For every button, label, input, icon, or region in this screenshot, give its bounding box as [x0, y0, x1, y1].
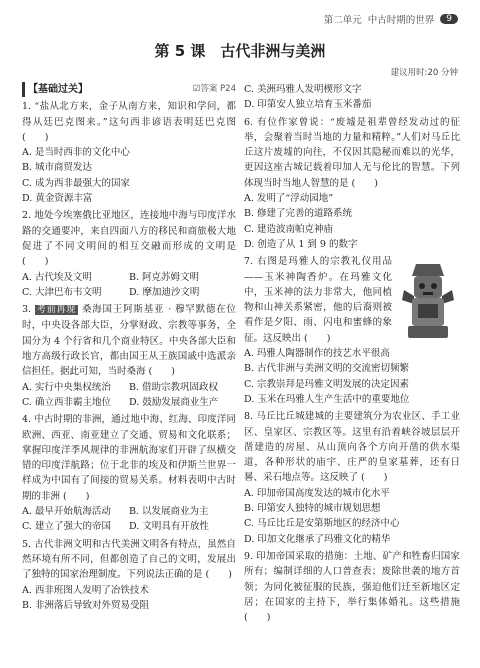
exam-tag: 考前再现 [36, 305, 77, 316]
section-header [22, 82, 236, 97]
check-icon: ☑ [192, 84, 201, 94]
suggested-time: 建议用时:20 分钟 [390, 68, 458, 78]
question-6: 6. 有位作家曾说：“废墟是祖辈曾经发动过的征举，会聚着当时当地的力量和精粹。”人们对马丘比丘这片废墟的向往，不仅因其隐秘而难以的光华，更因这座古城记载着印加人无与伦比的智慧。下列体现当时当地人智慧的是 ( ) A. 发明了“浮动园地” B. 修建了完善的道路系统 C. 建造波南帕克神庙 D. 创造了从 1 到 9 的数字 [244, 116, 460, 250]
maize-god-incense-burner-image [396, 256, 460, 344]
answer-reference: ☑答案 P24 [192, 84, 236, 94]
page-number: 9 [440, 14, 458, 24]
question-5: 5. 古代非洲文明和古代美洲文明各有特点，虽然自然环境有所不同，但都创造了自己的文明，发展出了独特的国家治理制度。下列说法正确的是 ( ) A. 西非班图人发明了冶铁技术 B. 非洲落后导致对外贸易受阻 [22, 538, 236, 611]
question-3: 3. 考前再现 桑海国王阿斯基亚 · 穆罕默德在位时，中央设各部大臣，分掌财政、宗教等事务，全国分为 4 个行省和几个商业特区。中央各部大臣和地方高级行政长官，都由国王从王族国戚中选派亲信担任。据此可知，当时桑海 ( ) A. 实行中央集权统治 B. 借助宗教巩固政权 C. 确立西非霸主地位 D. 鼓励发展商业生产 [22, 304, 236, 408]
page-header [324, 12, 458, 26]
section-title: 【基础过关】 [22, 82, 88, 97]
lesson-title: 第 5 课 古代非洲与美洲 [154, 42, 326, 60]
unit-label: 第二单元 [323, 15, 362, 26]
question-4: 4. 中古时期的非洲，通过地中海、红海、印度洋同欧洲、西亚、南亚建立了交通、贸易和文化联系；掌握印度洋季风规律的非洲航海家们开辟了纵横交错的印度洋航路；位于北非的埃及和伊斯兰世界一样成为中国有了间接的贸易关系。材料表明中古时期的非洲 ( ) A. 最早开始航海活动 B. 以发展商业为主 C. 建立了强大的帝国 D. 文明具有开放性 [22, 414, 236, 533]
question-9: 9. 印加帝国采取的措施：土地、矿产和牲畜归国家所有；编制详细的人口普查表；废除世袭的地方首领；为同化被征服的民族，强迫他们迁至新地区定居；在国家的主持下，举行集体婚礼。这些措施 ( ) [244, 550, 460, 624]
left-column [22, 82, 236, 613]
question-1: 1. “盐从北方来，金子从南方来，知识和学问，都得从廷巴克图来。”这句西非谚语表明廷巴克图 ( ) A. 是当时西非的文化中心 B. 城市商贸发达 C. 成为西非最强大的国家 D. 黄金资源丰富 [22, 101, 236, 205]
question-2: 2. 地处今埃塞俄比亚地区，连接地中海与印度洋水路的交通要冲，来自四面八方的移民和商旅极大地促进了不同文明间的相互交融而形成的文明是 ( ) A. 古代埃及文明 B. 阿克苏姆文明 C. 大津巴布韦文明 D. 摩加迪沙文明 [22, 210, 236, 298]
question-5-continued: C. 美洲玛雅人发明楔形文字 D. 印第安人独立培育玉米番茄 [244, 84, 372, 111]
question-7: 7. 右图是玛雅人的宗教礼仪用品——玉米神陶香炉。在玛雅文化中，玉米神的法力非常大，他同植物和山神关系紧密，他的后裔则被看作是夕阳、雨、闪电和蜜蜂的象征。这反映出 ( ) A. 玛雅人陶器制作的技艺水平很高 B. 古代非洲与美洲文明的交流密切频繁 C. 宗教崇拜是玛雅文明发展的决定因素 D. 玉米在玛雅人生产生活中的重要地位 [244, 254, 460, 407]
question-8: 8. 马丘比丘城建城的主要建筑分为农业区、手工业区、皇家区、宗教区等。这里有沿着峡谷坡层层开凿建造的房屋、从山顶向各个方向开凿的供水渠道，各种形状的庙宇、庄严的皇家墓葬，还有日晷、采石地点等。这反映了 ( ) A. 印加帝国高度发达的城市化水平 B. 印第安人独特的城市规划思想 C. 马丘比丘是安第斯地区的经济中心 D. 印加文化继承了玛雅文化的精华 [244, 411, 460, 545]
right-column [244, 82, 460, 625]
section-label: 中古时期的世界 [367, 15, 435, 26]
